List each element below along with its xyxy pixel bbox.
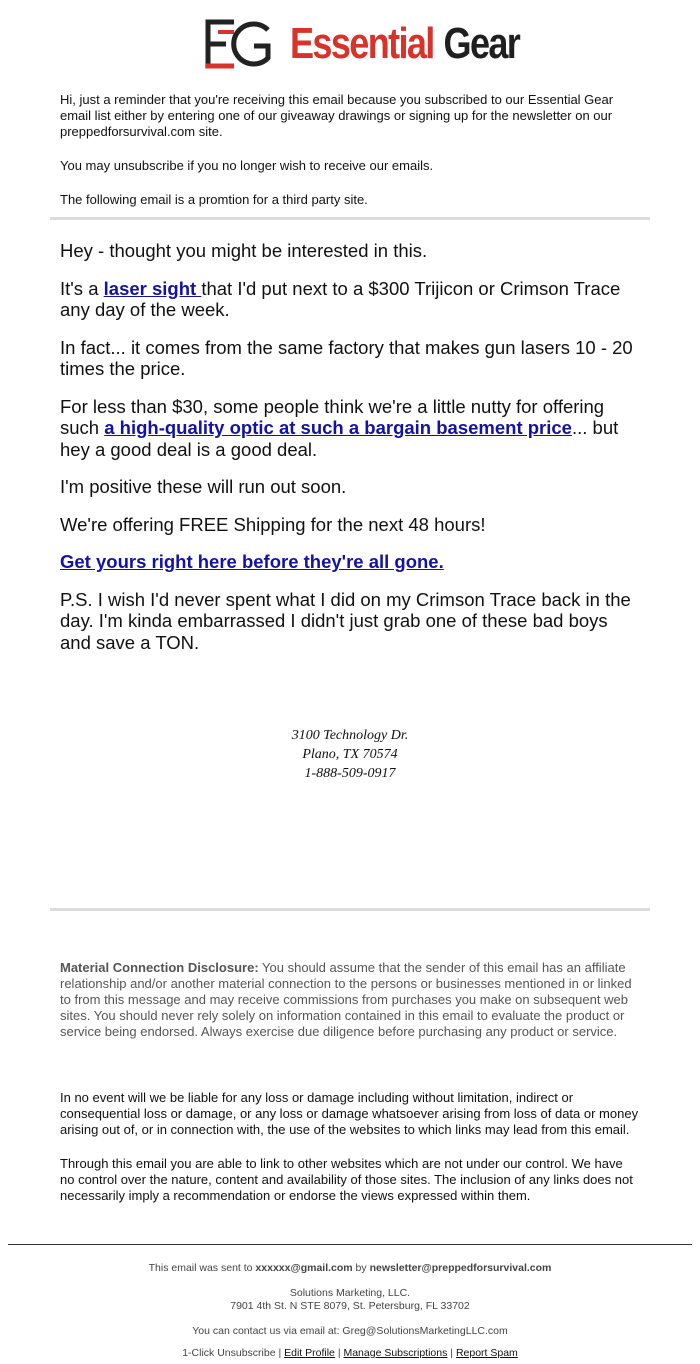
sender-email: newsletter@preppedforsurvival.com: [369, 1262, 552, 1274]
address-street: 3100 Technology Dr.: [291, 728, 409, 743]
material-connection-disclosure: [60, 960, 640, 1040]
brand-name-part2: Gear: [443, 19, 520, 68]
separator: |: [275, 1347, 285, 1359]
body-text: ... but hey a good deal is a good deal.: [60, 417, 619, 460]
body-line: Hey - thought you might be interested in this.: [60, 240, 428, 261]
address-phone: 1-888-509-0917: [304, 766, 396, 781]
footer-text: This email was sent to: [148, 1262, 256, 1274]
recipient-email: xxxxxx@gmail.com: [255, 1262, 353, 1274]
notice-paragraph: Hi, just a reminder that you're receiving this email because you subscribed to our Essential Gear email list either by entering one of our giveaway drawings or signing up for the newsletter on our preppedforsurvival.com site.: [60, 92, 614, 139]
company-name: Solutions Marketing, LLC.: [289, 1287, 411, 1299]
body-line: We're offering FREE Shipping for the next 48 hours!: [60, 513, 486, 535]
unsubscribe-notice: You may unsubscribe if you no longer wish to receive our emails.: [60, 158, 434, 173]
address-city: Plano, TX 70574: [302, 747, 398, 762]
separator: |: [447, 1347, 456, 1359]
subscription-notice: [60, 92, 640, 208]
body-text: It's a: [60, 277, 104, 299]
divider: [50, 217, 650, 220]
body-text: that I'd put next to a $300 Trijicon or Crimson Trace any day of the week.: [60, 277, 621, 320]
email-footer: [0, 1262, 700, 1360]
postal-address: [0, 726, 700, 783]
laser-sight-link[interactable]: laser sight: [103, 277, 202, 299]
get-yours-link[interactable]: Get yours right here before they're all gone.: [60, 551, 444, 572]
external-links-paragraph: Through this email you are able to link to other websites which are not under our control. We have no control over the nature, content and availability of those sites. The inclusion of any links does not necessarily imply a recommendation or endorse the views expressed within them.: [60, 1156, 633, 1203]
manage-subscriptions-link[interactable]: Manage Subscriptions: [343, 1347, 448, 1359]
body-line: [60, 278, 642, 321]
legal-notice: [60, 1090, 640, 1204]
cta-line: [60, 551, 642, 573]
contact-line: You can contact us via email at: Greg@SolutionsMarketingLLC.com: [192, 1325, 508, 1337]
promotion-notice: The following email is a promtion for a third party site.: [60, 192, 368, 207]
disclosure-heading: Material Connection Disclosure:: [60, 960, 259, 975]
report-spam-link[interactable]: Report Spam: [455, 1347, 518, 1359]
optic-deal-link[interactable]: a high-quality optic at such a bargain basement price: [104, 417, 572, 438]
email-body: [60, 240, 642, 669]
edit-profile-link[interactable]: Edit Profile: [284, 1347, 335, 1359]
body-text: For less than $30, some people think we're a little nutty for offering such: [60, 395, 605, 438]
footer-text: by: [352, 1262, 370, 1274]
brand-name-part1: Essential: [290, 19, 434, 68]
disclosure-text: You should assume that the sender of this email has an affiliate relationship and/or another material connection to the persons or businesses mentioned in or linked to from this message and may receive commissions from purchases you make on subsequent web sites. You should never rely solely on information contained in this email to evaluate the product or service being endorsed. Always exercise due diligence before purchasing any product or service.: [60, 960, 632, 1039]
liability-paragraph: In no event will we be liable for any loss or damage including without limitation, indirect or consequential loss or damage, or any loss or damage whatsoever arising from loss of data or money arising out of, or in connection with, the use of the websites to which links may lead from this email.: [60, 1090, 639, 1137]
ps-line: P.S. I wish I'd never spent what I did on my Crimson Trace back in the day. I'm kinda embarrassed I didn't just grab one of these bad boys and save a TON.: [60, 588, 631, 653]
brand-logo[interactable]: [204, 18, 570, 70]
body-line: [60, 396, 642, 461]
body-line: In fact... it comes from the same factory that makes gun lasers 10 - 20 times the price.: [60, 336, 633, 379]
company-address: 7901 4th St. N STE 8079, St. Petersburg, FL 33702: [230, 1300, 470, 1312]
brand-name: [290, 18, 519, 70]
divider: [50, 908, 650, 911]
eg-logo-icon: [204, 18, 272, 70]
separator: |: [334, 1347, 344, 1359]
body-line: I'm positive these will run out soon.: [60, 476, 347, 497]
one-click-unsubscribe[interactable]: 1-Click Unsubscribe: [182, 1347, 276, 1359]
footer-links: [0, 1347, 700, 1360]
email-header: [0, 0, 700, 90]
sent-to-line: [0, 1262, 700, 1275]
footer-divider: [8, 1244, 692, 1245]
